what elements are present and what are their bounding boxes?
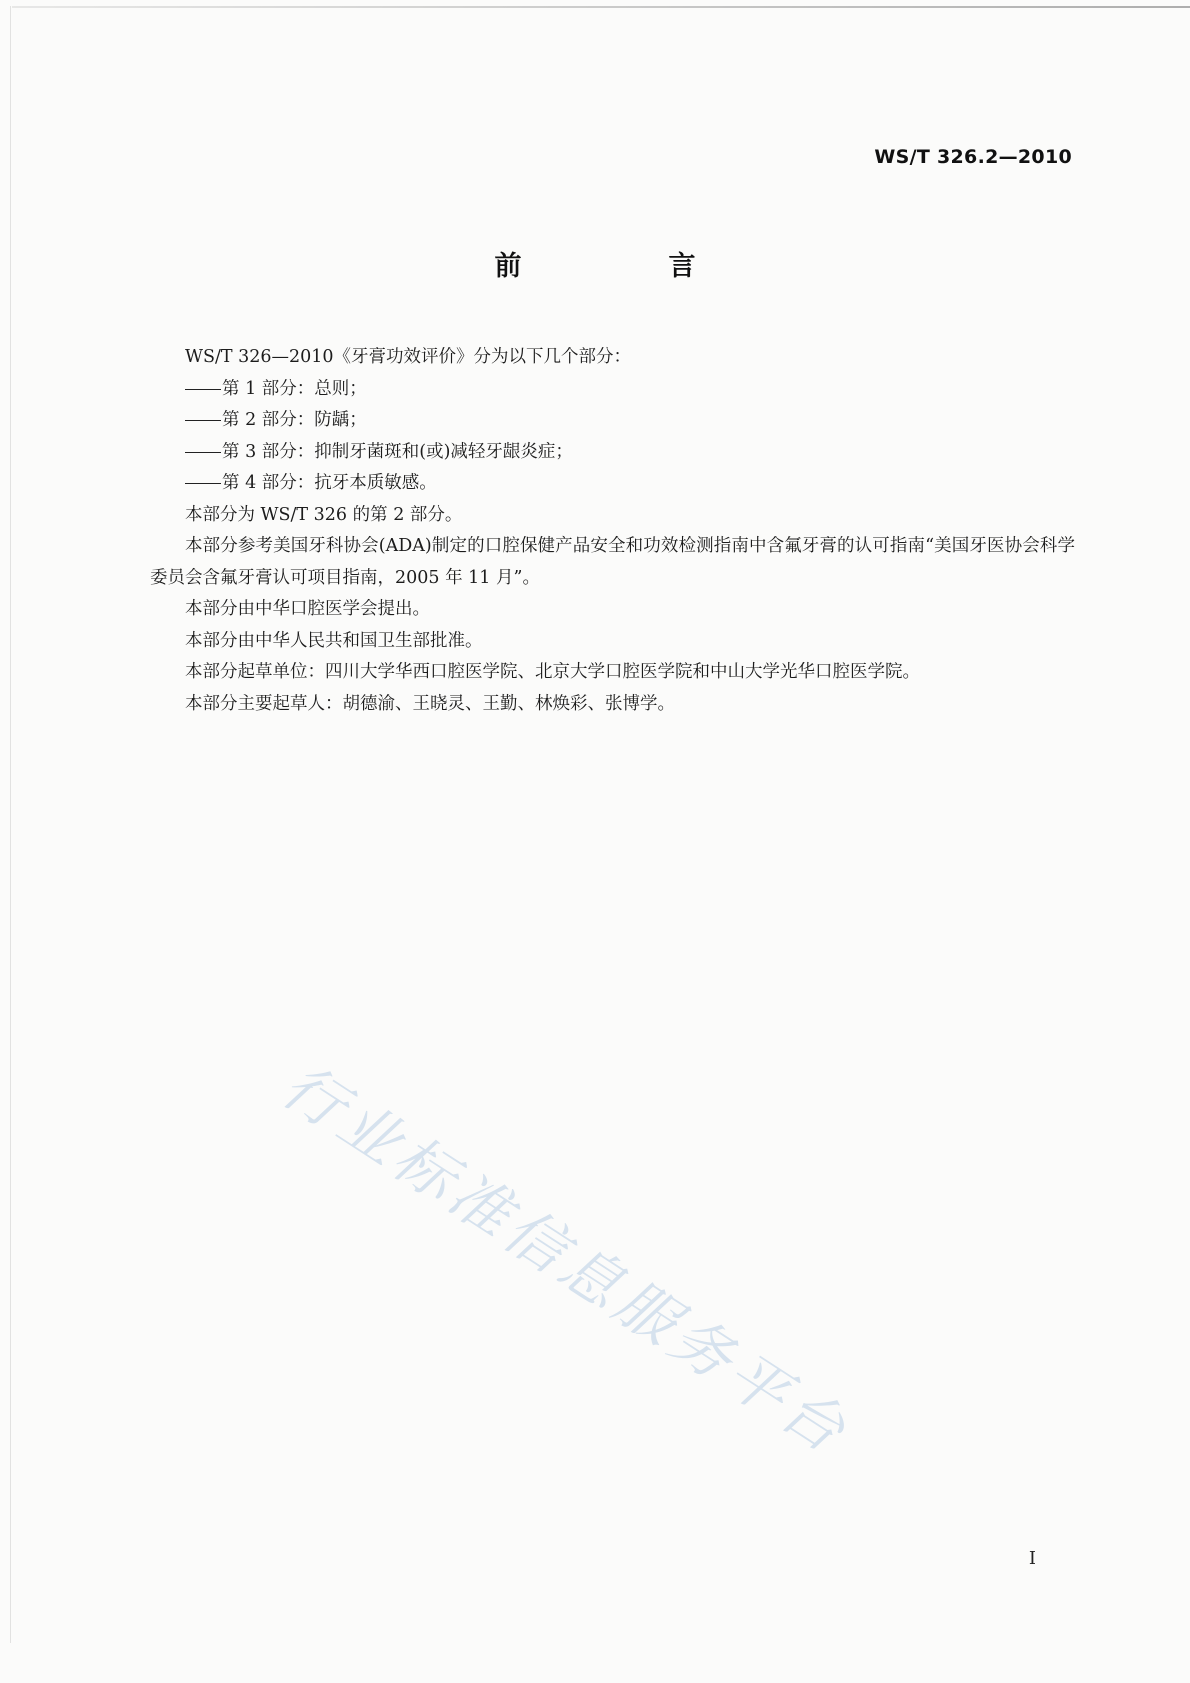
- foreword-body: [150, 342, 1075, 720]
- em-dash: [185, 452, 221, 453]
- em-dash: [185, 483, 221, 484]
- body-paragraph: 本部分由中华人民共和国卫生部批准。: [185, 630, 483, 651]
- part-list-item: 第 1 部分：总则；: [150, 374, 1075, 406]
- em-dash: [185, 389, 221, 390]
- part-list-item: 第 4 部分：抗牙本质敏感。: [150, 468, 1075, 500]
- body-paragraph: 本部分为 WS/T 326 的第 2 部分。: [185, 504, 463, 525]
- part-list-item: 第 2 部分：防龋；: [150, 405, 1075, 437]
- standard-code: WS/T 326.2—2010: [874, 146, 1072, 168]
- page-title: 前 言: [494, 251, 756, 282]
- intro-paragraph: WS/T 326—2010《牙膏功效评价》分为以下几个部分：: [185, 347, 632, 367]
- body-paragraph: 本部分起草单位：四川大学华西口腔医学院、北京大学口腔医学院和中山大学光华口腔医学院。: [185, 662, 920, 682]
- part-list-item: 第 3 部分：抑制牙菌斑和(或)减轻牙龈炎症；: [150, 437, 1075, 469]
- body-paragraph: 本部分参考美国牙科协会(ADA)制定的口腔保健产品安全和功效检测指南中含氟牙膏的认可指南“美国牙医协会科学委员会含氟牙膏认可项目指南，2005 年 11 月”。: [150, 536, 1075, 588]
- scan-edge-top: [12, 6, 1190, 8]
- body-paragraph: 本部分由中华口腔医学会提出。: [185, 599, 430, 619]
- page-number: I: [1028, 1548, 1036, 1569]
- watermark: 行业标准信息服务平台: [269, 1050, 862, 1470]
- em-dash: [185, 420, 221, 421]
- body-paragraph: 本部分主要起草人：胡德渝、王晓灵、王勤、林焕彩、张博学。: [185, 693, 675, 714]
